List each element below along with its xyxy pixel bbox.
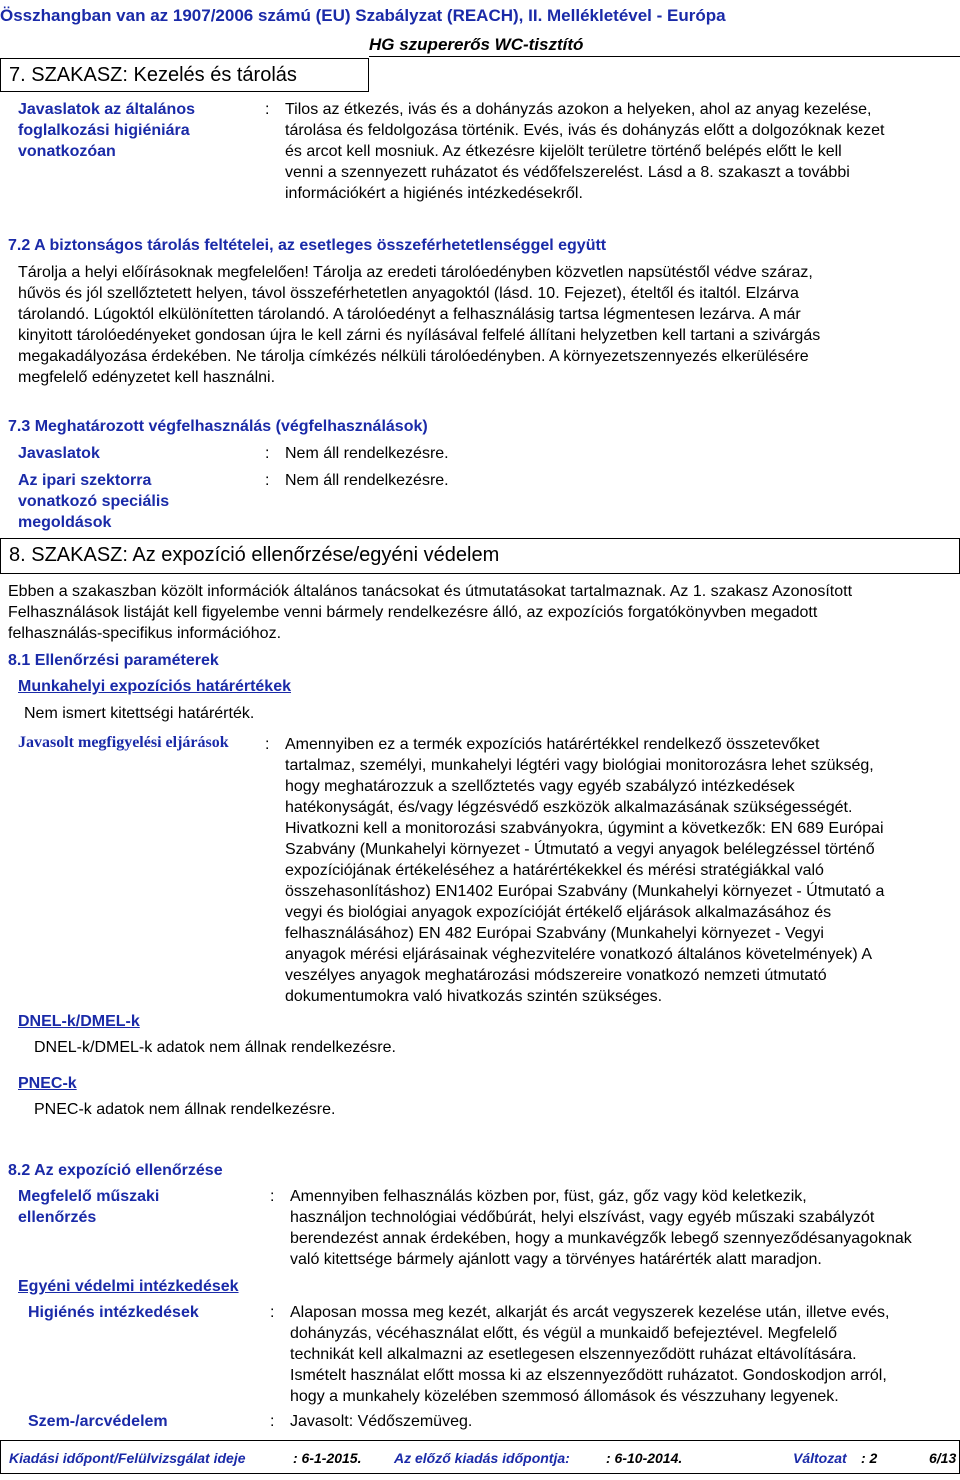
colon: : [265,445,270,462]
header-divider [369,56,960,57]
text-line: hogy a munkahely közelében szemmosó állomások és vészzuhany legyenek. [290,1388,839,1405]
text-line: Szabvány (Munkahelyi környezet - Útmutató a vegyi anyagok belélegzéssel történő [285,841,875,858]
section-7-title: 7. SZAKASZ: Kezelés és tárolás [9,64,297,86]
hygiene-measures-label: Higiénés intézkedések [28,1304,199,1321]
engineering-controls-label [18,1186,159,1228]
storage-heading: 7.2 A biztonságos tárolás feltételei, az esetleges összeférhetetlenséggel együtt [8,237,607,254]
text-line: kinyitott tárolóedényeket gondosan újra le kell zárni és nyílásával felfelé állítani helyzetben kell tartani a szivárgás [18,327,821,344]
hygiene-measures-text [290,1302,889,1407]
text-line: hogy meghatározzuk a szellőztetés vagy egyéb szabályzó intézkedések [285,778,795,795]
text-line: tárolása és feldolgozása történik. Evés, ivás és dohányzás előtt a dolgozóknak kezet [285,122,885,139]
label-line: Az ipari szektorra [18,472,152,489]
previous-date-label: Az előző kiadás időpontja: [394,1450,570,1466]
exposure-controls-heading: 8.2 Az expozíció ellenőrzése [8,1162,223,1179]
colon: : [265,101,270,118]
issue-date-value: : 6-1-2015. [293,1450,362,1466]
text-line: Tárolja a helyi előírásoknak megfelelően! Tárolja az eredeti tárolóedényben közvetlen napsütéstől védve száraz, [18,264,813,281]
industry-solutions-label [18,470,169,533]
text-line: Alaposan mossa meg kezét, alkarját és arcát vegyszerek kezelése után, illetve evés, [290,1304,890,1321]
recommendations-value: Nem áll rendelkezésre. [285,445,449,462]
text-line: megfelelő edényzetet kell használni. [18,369,276,386]
recommendations-label: Javaslatok [18,445,100,462]
page-footer [0,1440,960,1474]
text-line: és arcot kell mosniuk. Az étkezésre kijelölt területre történő belépés előtt le kell [285,143,842,160]
colon: : [265,472,270,489]
text-line: hűvös és jól szellőztetett helyen, távol összeférhetetlen anyagoktól (lásd. 10. Fejezet), ételtől és italtól. Elzárva [18,285,799,302]
oel-heading: Munkahelyi expozíciós határértékek [18,678,291,695]
label-line: Megfelelő műszaki [18,1188,160,1205]
storage-text [18,262,820,388]
previous-date-value: : 6-10-2014. [606,1450,683,1466]
personal-protection-heading: Egyéni védelmi intézkedések [18,1278,239,1295]
text-line: hatékonyságát, és/vagy légzésvédő eszközök alkalmazásának szükségességét. [285,799,853,816]
dnel-text: DNEL-k/DMEL-k adatok nem állnak rendelkezésre. [34,1039,396,1056]
version-label: Változat [793,1450,847,1466]
text-line: venni a szennyezett ruházatot és védőfelszerelést. Lásd a 8. szakaszt a további [285,164,850,181]
pnec-heading: PNEC-k [18,1075,77,1092]
oel-text: Nem ismert kitettségi határérték. [24,705,255,722]
text-line: való kitettsége bármely ajánlott vagy a törvényes határérték alatt maradjon. [290,1251,822,1268]
text-line: tárolandó. Lúgoktól elkülönítetten tárolandó. A tárolóedényt a felhasználásig tartsa légmentesen lezárva. A már [18,306,801,323]
eye-protection-label: Szem-/arcvédelem [28,1413,168,1430]
hygiene-advice-label [18,99,195,162]
label-line: megoldások [18,514,112,531]
text-line: expozíciójának értékeléséhez a határértékekkel és mérési stratégiákkal való [285,862,824,879]
text-line: berendezést annak érdekében, hogy a munkavégzők lebegő szennyeződésanyagoknak [290,1230,912,1247]
dnel-heading: DNEL-k/DMEL-k [18,1013,140,1030]
text-line: dohányzás, vécéhasználat előtt, és végül a munkaidő befejeztével. Megfelelő [290,1325,838,1342]
text-line: veszélyes anyagok meghatározási módszereire vonatkozó nemzeti útmutató [285,967,827,984]
issue-date-label: Kiadási időpont/Felülvizsgálat ideje [9,1450,246,1466]
label-line: vonatkozó speciális [18,493,170,510]
eye-protection-value: Javasolt: Védőszemüveg. [290,1413,473,1430]
monitoring-text [285,734,884,1007]
colon: : [270,1413,275,1430]
version-value: : 2 [861,1450,878,1466]
colon: : [265,736,270,753]
page-number: 6/13 [929,1450,957,1466]
section-8-title: 8. SZAKASZ: Az expozíció ellenőrzése/egyéni védelem [9,544,500,566]
text-line: Amennyiben felhasználás közben por, füst, gáz, gőz vagy köd keletkezik, [290,1188,807,1205]
text-line: információkért a higiénés intézkedésekről. [285,185,583,202]
text-line: összehasonlításhoz) EN1402 Európai Szabvány (Munkahelyi környezet - Útmutató a [285,883,885,900]
colon: : [270,1188,275,1205]
text-line: használjon technológiai védőbúrát, helyi elszívást, vagy egyéb műszaki szabályzót [290,1209,875,1226]
label-line: vonatkozóan [18,143,116,160]
product-name: HG szupererős WC-tisztító [369,35,584,54]
monitoring-label: Javasolt megfigyelési eljárások [18,734,229,751]
control-params-heading: 8.1 Ellenőrzési paraméterek [8,652,219,669]
text-line: tartalmaz, személyi, munkahelyi légtéri vagy biológiai monitorozásra lehet szükség, [285,757,874,774]
engineering-controls-text [290,1186,912,1270]
hygiene-advice-text [285,99,884,204]
label-line: foglalkozási higiéniára [18,122,190,139]
text-line: felhasználásához) EN 482 Európai Szabvány (Munkahelyi környezet - Vegyi [285,925,824,942]
label-line: ellenőrzés [18,1209,97,1226]
text-line: Hivatkozni kell a monitorozási szabványokra, úgymint a következők: EN 689 Európai [285,820,884,837]
pnec-text: PNEC-k adatok nem állnak rendelkezésre. [34,1101,336,1118]
text-line: vegyi és biológiai anyagok expozícióját értékelő eljárások alkalmazásához és [285,904,832,921]
text-line: megakadályozása érdekében. Ne tárolja címkézés nélküli tárolóedényben. A környezetszennyezés elkerülésére [18,348,809,365]
section-7-title-box [0,58,369,92]
label-line: Javaslatok az általános [18,101,195,118]
text-line: technikát kell alkalmazni az esetlegesen elszennyeződött ruházat eltávolítására. [290,1346,857,1363]
text-line: Ismételt használat előtt mossa ki az elszennyeződött ruházatot. Gondoskodjon arról, [290,1367,887,1384]
text-line: dokumentumokra való hivatkozás szintén szükséges. [285,988,663,1005]
text-line: felhasználás-specifikus információhoz. [8,625,282,642]
section-8-title-box [0,538,960,574]
industry-solutions-value: Nem áll rendelkezésre. [285,472,449,489]
text-line: Amennyiben ez a termék expozíciós határértékkel rendelkező összetevőket [285,736,820,753]
section-8-intro [8,581,852,644]
colon: : [270,1304,275,1321]
text-line: Felhasználások listáját kell figyelembe venni bármely rendelkezésre álló, az expozíciós forgatókönyvben megadott [8,604,818,621]
text-line: anyagok mérési eljárásainak véghezvitelére vonatkozó általános követelmények) A [285,946,872,963]
regulation-header: Összhangban van az 1907/2006 számú (EU) Szabályzat (REACH), II. Mellékletével - Európa [0,6,726,25]
text-line: Ebben a szakaszban közölt információk általános tanácsokat és útmutatásokat tartalmaznak. Az 1. szakasz Azonosított [8,583,853,600]
text-line: Tilos az étkezés, ivás és a dohányzás azokon a helyeken, ahol az anyag kezelése, [285,101,872,118]
end-use-heading: 7.3 Meghatározott végfelhasználás (végfelhasználások) [8,418,428,435]
